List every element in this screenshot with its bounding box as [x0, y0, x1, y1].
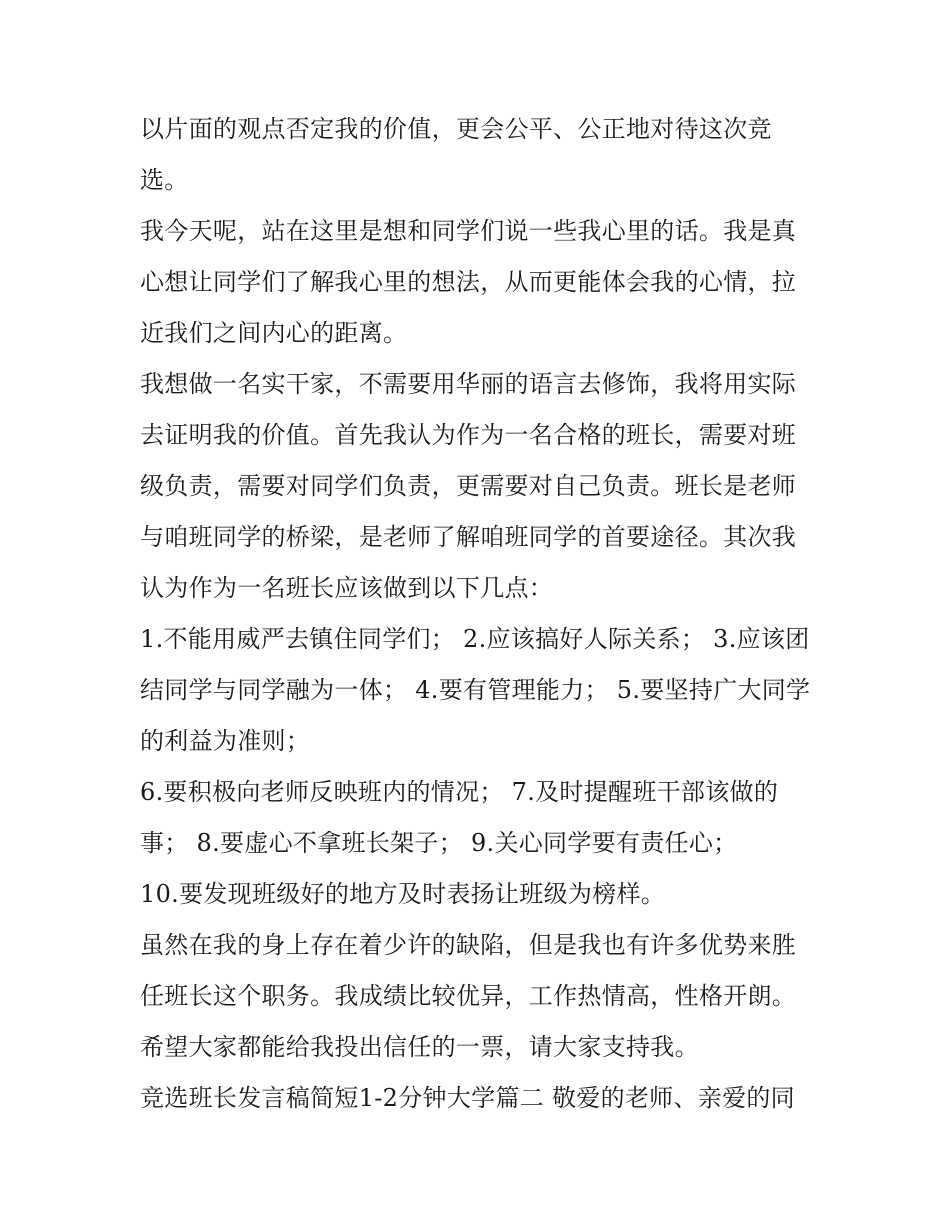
- document-page: [140, 104, 816, 1204]
- text-line: 心想让同学们了解我心里的想法，从而更能体会我的心情，拉: [140, 268, 797, 296]
- text-line: 以片面的观点否定我的价值，更会公平、公正地对待这次竞: [140, 115, 772, 143]
- text-line: 级负责，需要对同学们负责，更需要对自己负责。班长是老师: [140, 472, 797, 500]
- text-line: 与咱班同学的桥梁，是老师了解咱班同学的首要途径。其次我: [140, 523, 797, 551]
- text-line: 虽然在我的身上存在着少许的缺陷，但是我也有许多优势来胜: [140, 931, 797, 959]
- text-line: 1.不能用威严去镇住同学们； 2.应该搞好人际关系； 3.应该团: [140, 625, 810, 653]
- text-line: 结同学与同学融为一体； 4.要有管理能力； 5.要坚持广大同学: [140, 676, 811, 704]
- text-line: 近我们之间内心的距离。: [140, 319, 408, 347]
- text-line: 我想做一名实干家，不需要用华丽的语言去修饰，我将用实际: [140, 370, 797, 398]
- text-line: 去证明我的价值。首先我认为作为一名合格的班长，需要对班: [140, 421, 797, 449]
- text-line: 竞选班长发言稿简短1-2分钟大学篇二 敬爱的老师、亲爱的同: [140, 1084, 795, 1112]
- text-line: 10.要发现班级好的地方及时表扬让班级为榜样。: [140, 880, 666, 908]
- text-line: 任班长这个职务。我成绩比较优异，工作热情高，性格开朗。: [140, 982, 797, 1010]
- text-line: 我今天呢，站在这里是想和同学们说一些我心里的话。我是真: [140, 217, 797, 245]
- text-line: 希望大家都能给我投出信任的一票，请大家支持我。: [140, 1033, 699, 1061]
- text-line: 6.要积极向老师反映班内的情况； 7.及时提醒班干部该做的: [140, 778, 779, 806]
- text-line: 事； 8.要虚心不拿班长架子； 9.关心同学要有责任心；: [140, 829, 738, 857]
- text-line: 的利益为准则；: [140, 727, 311, 755]
- text-line: 选。: [140, 166, 189, 194]
- text-line: 认为作为一名班长应该做到以下几点：: [140, 574, 554, 602]
